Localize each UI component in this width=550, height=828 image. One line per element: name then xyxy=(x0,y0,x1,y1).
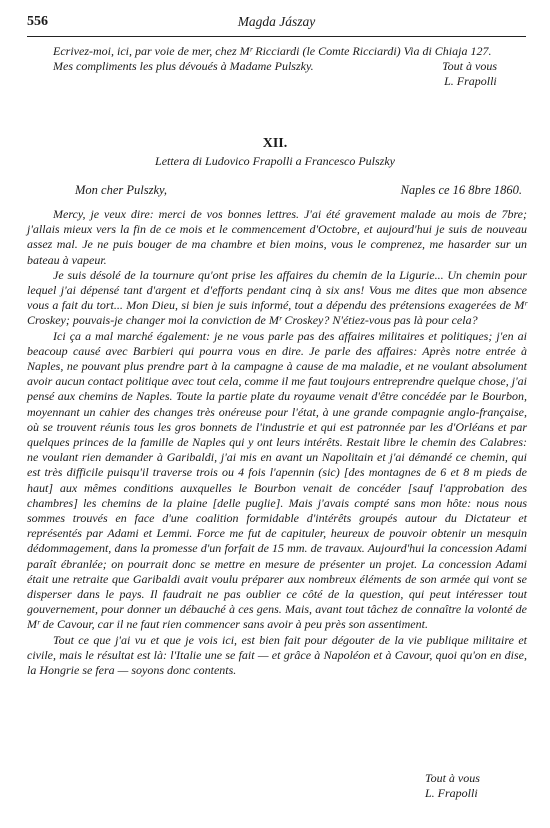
closing-line1: Tout à vous xyxy=(425,771,480,785)
letter-body xyxy=(27,207,527,678)
closing-signature xyxy=(425,771,480,801)
previous-signature xyxy=(442,59,527,89)
previous-sign-line2: L. Frapolli xyxy=(444,74,497,89)
page-number: 556 xyxy=(27,14,48,29)
paragraph: Ici ça a mal marché également: je ne vous parle pas des affaires militaires et politiques; j'en ai beacoup causé avec Barbieri qui pourra vous en dire. Je parle des affaires: Après notre entrée à Naples, ne pouvant plus prendre part à la campagne à cause de ma maladie, et ne voulant absolument avoir aucun contact politique avec tout cela, comme il me faut toujours entreprendre quelque chose, j'ai pensé aux chemins de Naples. Toute la partie plate du royaume venait d'être concédée par le Bourbon, moyennant un cahier des changes très onéreuse pour l'état, à une grande compagnie anglo-française, où se trouvent réunis tous les gros bonnets de l'industrie et qui est patronnée par les d'Orléans et par quelques princes de la famille de Naples qui y ont leurs intérêts. Restait libre le chemin des Calabres: ne voulant rien demander à Garibaldi, j'ai mis en avant un Napolitain et j'ai démandé ce chemin, qui est très difficile puisqu'il traverse trois ou 4 fois l'apennin (sic) [des montagnes de 6 et 8 m pieds de haut] aux mêmes conditions auxquelles le Bourbon venait de concéder [sauf l'approbation des chambres] les chemins de la plaine [delle puglie]. Mais j'avais compté sans mon hôte: nous nous sommes trouvés en face d'une coalition formidable d'intérêts groupés autour du Dictateur et représentés par Adami et Lemmi. Force me fut de capituler, heureux de pouvoir obtenir un mesquin dédommagement, dans la promesse d'un forfait de 15 mm. de travaux. Aujourd'hui la concession Adami paraît ébranlée; on pourrait donc se mettre en mesure de présenter un projet. La concession Adami était une retraite que Garibaldi avait voulu préparer aux nombreux éléments de son armée qui vont se disperser dans le pays. Il faudrait ne pas oublier ce côté de la question, qui peut intéresser tout gouvernement, pour donner un débauché à ces gens. Mais, avant tout tâchez de connaître la volonté de Mʳ de Cavour, car il ne faut rien commencer sans avoir à peu près son assentiment. xyxy=(27,328,527,632)
previous-sign-line1: Tout à vous xyxy=(442,59,497,74)
paragraph: Tout ce que j'ai vu et que je vois ici, est bien fait pour dégouter de la vie publique militaire et civile, mais le résultat est là: l'Italie une se fait — et grâce à Napoléon et à Cavour, quoi qu'on en dise, la Hongrie se fera — soyons donc contents. xyxy=(27,632,527,678)
place-date: Naples ce 16 8bre 1860. xyxy=(400,183,522,197)
letter-title: Lettera di Ludovico Frapolli a Francesco Pulszky xyxy=(155,154,395,168)
page-header xyxy=(27,10,526,37)
compliments-line: Mes compliments les plus dévoués à Madame Pulszky. xyxy=(53,59,314,74)
salutation-row xyxy=(75,183,522,198)
closing-line2: L. Frapolli xyxy=(425,786,478,800)
paragraph: Je suis désolé de la tournure qu'ont prise les affaires du chemin de la Ligurie... Un chemin pour lequel j'ai dépensé tant d'argent et d'efforts pendant cinq à six ans! Vous me dites que mon absence vous a fait du tort... Mon Dieu, si bien je suis informé, tout a dépendu des prétensions exagerées de Mʳ Croskey; pouvais-je changer moi la conviction de Mʳ Croskey? N'étiez-vous pas là pour cela? xyxy=(27,267,527,328)
paragraph: Mercy, je veux dire: merci de vos bonnes lettres. J'ai été gravement malade au mois de 7bre; j'allais mieux vers la fin de ce mois et le commencement d'Octobre, et aujourd'hui je suis de nouveau assez mal. Je ne puis bouger de ma chambre et bien moins, vous le comprenez, me hasarder sur un bateau à vapeur. xyxy=(27,207,527,267)
previous-letter-text: Ecrivez-moi, ici, par voie de mer, chez Mʳ Ricciardi (le Comte Ricciardi) Via di Chiaja 127. xyxy=(53,44,492,58)
previous-letter-closing xyxy=(27,59,527,89)
previous-letter-ending xyxy=(27,44,527,90)
running-head: Magda Jászay xyxy=(237,14,316,29)
salutation: Mon cher Pulszky, xyxy=(75,183,167,197)
letter-number: XII. xyxy=(262,136,288,151)
